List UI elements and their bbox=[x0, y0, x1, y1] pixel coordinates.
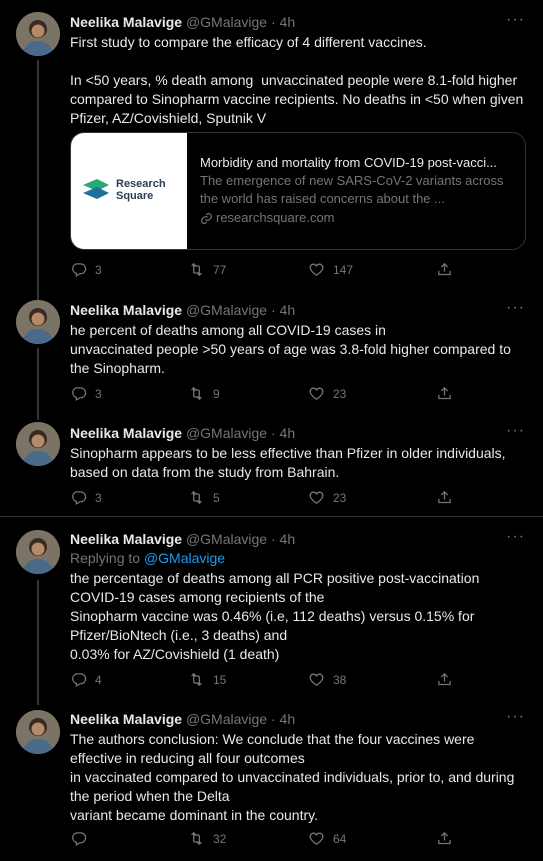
tweet-text: Sinopharm appears to be less effective than Pfizer in older individuals, based on data from the study from Bahrain. bbox=[70, 445, 510, 480]
display-name[interactable]: Neelika Malavige bbox=[70, 425, 183, 441]
reply-button[interactable] bbox=[70, 671, 102, 688]
tweet[interactable] bbox=[0, 412, 543, 516]
reply-button[interactable] bbox=[70, 830, 95, 847]
retweet-button[interactable] bbox=[188, 385, 220, 402]
retweet-count: 5 bbox=[213, 490, 220, 505]
tweet-header bbox=[70, 424, 525, 443]
display-name[interactable]: Neelika Malavige bbox=[70, 531, 183, 547]
action-bar bbox=[70, 385, 450, 405]
retweet-button[interactable] bbox=[188, 671, 226, 688]
username[interactable]: @GMalavige bbox=[185, 425, 268, 441]
username[interactable]: @GMalavige bbox=[185, 302, 268, 318]
like-count: 23 bbox=[333, 490, 347, 505]
avatar[interactable] bbox=[16, 300, 60, 344]
card-image bbox=[71, 133, 187, 249]
link-icon bbox=[200, 212, 213, 225]
card-title: Morbidity and mortality from COVID-19 post-vacci... bbox=[200, 155, 497, 170]
like-button[interactable] bbox=[308, 489, 346, 506]
reply-count: 4 bbox=[95, 672, 102, 687]
reply-icon bbox=[70, 830, 87, 847]
username[interactable]: @GMalavige bbox=[185, 531, 268, 547]
timestamp[interactable]: 4h bbox=[279, 711, 296, 727]
display-name[interactable]: Neelika Malavige bbox=[70, 302, 183, 318]
retweet-count: 32 bbox=[213, 831, 227, 846]
retweet-button[interactable] bbox=[188, 830, 226, 847]
heart-icon bbox=[308, 489, 325, 506]
tweet-header bbox=[70, 710, 525, 729]
timestamp[interactable]: 4h bbox=[279, 425, 296, 441]
retweet-count: 9 bbox=[213, 386, 220, 401]
share-button[interactable] bbox=[436, 261, 461, 278]
separator-dot: · bbox=[270, 711, 276, 727]
tweet-text: First study to compare the efficacy of 4 different vaccines. In <50 years, % death among unvaccinated people were 8.1-fold higher compared to Sinopharm vaccine recipients. No deaths in <50 when given Pfizer, AZ/Covishield, Sputnik V bbox=[70, 34, 524, 126]
tweet-text: the percentage of deaths among all PCR positive post-vaccination COVID-19 cases among recipients of the Sinopharm vaccine was 0.46% (i.e, 112 deaths) versus 0.15% for Pfizer/BioNtech (i.e., 3 deaths) and 0.03% for AZ/Covishield (1 death) bbox=[70, 570, 480, 662]
like-count: 23 bbox=[333, 386, 347, 401]
retweet-button[interactable] bbox=[188, 489, 220, 506]
tweet[interactable] bbox=[0, 0, 543, 290]
timestamp[interactable]: 4h bbox=[279, 531, 296, 547]
card-description: The emergence of new SARS-CoV-2 variants across the world has raised concerns about the ... bbox=[200, 173, 504, 206]
timestamp[interactable]: 4h bbox=[279, 14, 296, 30]
share-icon bbox=[436, 385, 453, 402]
retweet-icon bbox=[188, 671, 205, 688]
heart-icon bbox=[308, 671, 325, 688]
heart-icon bbox=[308, 830, 325, 847]
replying-to-label: Replying to bbox=[70, 550, 144, 566]
display-name[interactable]: Neelika Malavige bbox=[70, 14, 183, 30]
research-square-logo bbox=[81, 177, 166, 203]
more-icon[interactable]: ··· bbox=[506, 708, 525, 725]
share-button[interactable] bbox=[436, 489, 461, 506]
retweet-icon bbox=[188, 489, 205, 506]
like-button[interactable] bbox=[308, 385, 346, 402]
reply-icon bbox=[70, 261, 87, 278]
logo-line-1: Research bbox=[116, 178, 166, 190]
tweet-text: The authors conclusion: We conclude that the four vaccines were effective in reducing all four outcomes in vaccinated compared to unvaccinated individuals, prior to, and during the period when the Delta variant became dominant in the country. bbox=[70, 731, 515, 823]
retweet-button[interactable] bbox=[188, 261, 226, 278]
replying-to-handle[interactable]: @GMalavige bbox=[143, 550, 226, 566]
share-button[interactable] bbox=[436, 385, 461, 402]
tweet[interactable] bbox=[0, 697, 543, 861]
display-name[interactable]: Neelika Malavige bbox=[70, 711, 183, 727]
like-button[interactable] bbox=[308, 671, 346, 688]
share-button[interactable] bbox=[436, 830, 461, 847]
action-bar bbox=[70, 671, 450, 691]
like-button[interactable] bbox=[308, 830, 346, 847]
separator-dot: · bbox=[270, 302, 276, 318]
retweet-icon bbox=[188, 385, 205, 402]
avatar[interactable] bbox=[16, 530, 60, 574]
share-icon bbox=[436, 489, 453, 506]
reply-count: 3 bbox=[95, 386, 102, 401]
like-count: 38 bbox=[333, 672, 347, 687]
more-icon[interactable]: ··· bbox=[506, 299, 525, 316]
more-icon[interactable]: ··· bbox=[506, 11, 525, 28]
action-bar bbox=[70, 261, 450, 281]
like-button[interactable] bbox=[308, 261, 353, 278]
share-icon bbox=[436, 261, 453, 278]
retweet-count: 15 bbox=[213, 672, 227, 687]
like-count: 147 bbox=[333, 262, 354, 277]
retweet-icon bbox=[188, 830, 205, 847]
retweet-count: 77 bbox=[213, 262, 227, 277]
card-domain bbox=[200, 209, 513, 227]
heart-icon bbox=[308, 261, 325, 278]
action-bar bbox=[70, 489, 450, 509]
separator-dot: · bbox=[270, 425, 276, 441]
more-icon[interactable]: ··· bbox=[506, 422, 525, 439]
retweet-icon bbox=[188, 261, 205, 278]
separator-dot: · bbox=[270, 14, 276, 30]
tweet-header bbox=[70, 301, 525, 320]
replying-to bbox=[70, 549, 525, 568]
more-icon[interactable]: ··· bbox=[506, 528, 525, 545]
reply-icon bbox=[70, 671, 87, 688]
tweet-header bbox=[70, 13, 525, 32]
tweet[interactable] bbox=[0, 517, 543, 697]
username[interactable]: @GMalavige bbox=[185, 14, 268, 30]
avatar[interactable] bbox=[16, 710, 60, 754]
like-count: 64 bbox=[333, 831, 347, 846]
reply-count: 3 bbox=[95, 262, 102, 277]
reply-button[interactable] bbox=[70, 261, 102, 278]
tweet-text: he percent of deaths among all COVID-19 cases in unvaccinated people >50 years of age was 3.8-fold higher compared to the Sinopharm. bbox=[70, 322, 511, 376]
avatar[interactable] bbox=[16, 422, 60, 466]
link-card[interactable] bbox=[70, 132, 526, 250]
share-icon bbox=[436, 671, 453, 688]
reply-icon bbox=[70, 489, 87, 506]
logo-line-2: Square bbox=[116, 190, 154, 202]
reply-count: 3 bbox=[95, 490, 102, 505]
reply-button[interactable] bbox=[70, 385, 102, 402]
username[interactable]: @GMalavige bbox=[185, 711, 268, 727]
heart-icon bbox=[308, 385, 325, 402]
separator-dot: · bbox=[270, 531, 276, 547]
share-button[interactable] bbox=[436, 671, 461, 688]
card-domain-text: researchsquare.com bbox=[216, 210, 335, 225]
timestamp[interactable]: 4h bbox=[279, 302, 296, 318]
reply-icon bbox=[70, 385, 87, 402]
action-bar bbox=[70, 830, 450, 850]
tweet[interactable] bbox=[0, 290, 543, 410]
share-icon bbox=[436, 830, 453, 847]
tweet-header bbox=[70, 530, 525, 549]
reply-button[interactable] bbox=[70, 489, 102, 506]
avatar[interactable] bbox=[16, 12, 60, 56]
